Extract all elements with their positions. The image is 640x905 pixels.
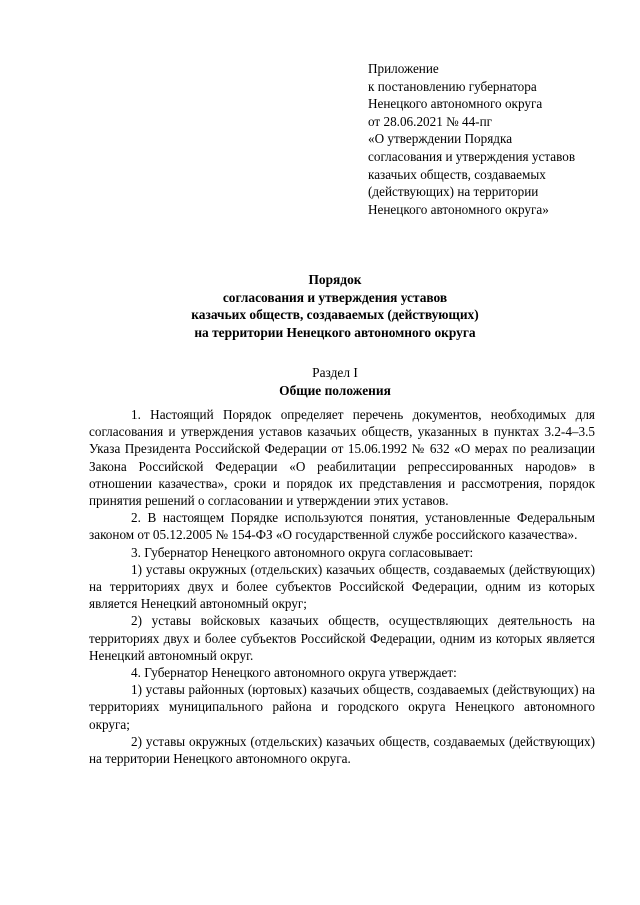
title-line: Порядок [308, 272, 362, 287]
document-body [89, 406, 595, 767]
paragraph-3: 3. Губернатор Ненецкого автономного округа согласовывает: [131, 544, 474, 560]
appendix-line: Ненецкого автономного округа [368, 96, 543, 112]
appendix-line: к постановлению губернатора [368, 78, 537, 94]
appendix-line: Приложение [368, 61, 439, 76]
paragraph-3-item-2: 2) уставы войсковых казачьих обществ, осуществляющих деятельность на территориях двух и более субъектов Российской Федерации, одним из которых является Ненецкий автономный округ. [89, 613, 595, 663]
appendix-line: «О утверждении Порядка [368, 131, 513, 147]
appendix-block [368, 60, 608, 218]
paragraph-4-item-2: 2) уставы окружных (отдельских) казачьих обществ, создаваемых (действующих) на территории Ненецкого автономного округа. [89, 733, 595, 767]
appendix-line: (действующих) на территории [368, 184, 539, 200]
appendix-line: Ненецкого автономного округа» [368, 201, 549, 217]
paragraph-3-item-1: 1) уставы окружных (отдельских) казачьих обществ, создаваемых (действующих) на территориях двух и более субъектов Российской Федерации, одним из которых является Ненецкий автономный округ; [89, 561, 595, 612]
title-line: казачьих обществ, создаваемых (действующих) [191, 307, 479, 323]
title-line: согласования и утверждения уставов [222, 289, 448, 305]
appendix-line: согласования и утверждения уставов [368, 148, 576, 164]
paragraph-1: 1. Настоящий Порядок определяет перечень документов, необходимых для согласования и утверждения уставов казачьих обществ, указанных в пунктах 3.2-4–3.5 Указа Президента Российской Федерации от 15.06.1992 № 632 «О мерах по реализации Закона Российской Федерации «О реабилитации репрессированных народов» в отношении казачества», сроки и порядок их представления и рассмотрения, порядок принятия решений о согласовании и утверждении этих уставов. [89, 407, 595, 509]
section-heading: Общие положения [279, 382, 391, 398]
document-title [60, 271, 610, 341]
title-line: на территории Ненецкого автономного округа [194, 324, 476, 340]
appendix-line: казачьих обществ, создаваемых [368, 166, 546, 182]
section-number: Раздел I [312, 365, 358, 380]
section-header [60, 364, 610, 399]
paragraph-2: 2. В настоящем Порядке используются понятия, установленные Федеральным законом от 05.12.2005 № 154-ФЗ «О государственной службе российского казачества». [89, 510, 595, 543]
paragraph-4-item-1: 1) уставы районных (юртовых) казачьих обществ, создаваемых (действующих) на территориях муниципального района и городского округа Ненецкого автономного округа; [89, 682, 595, 732]
appendix-line: от 28.06.2021 № 44-пг [368, 113, 493, 129]
paragraph-4: 4. Губернатор Ненецкого автономного округа утверждает: [131, 665, 457, 681]
